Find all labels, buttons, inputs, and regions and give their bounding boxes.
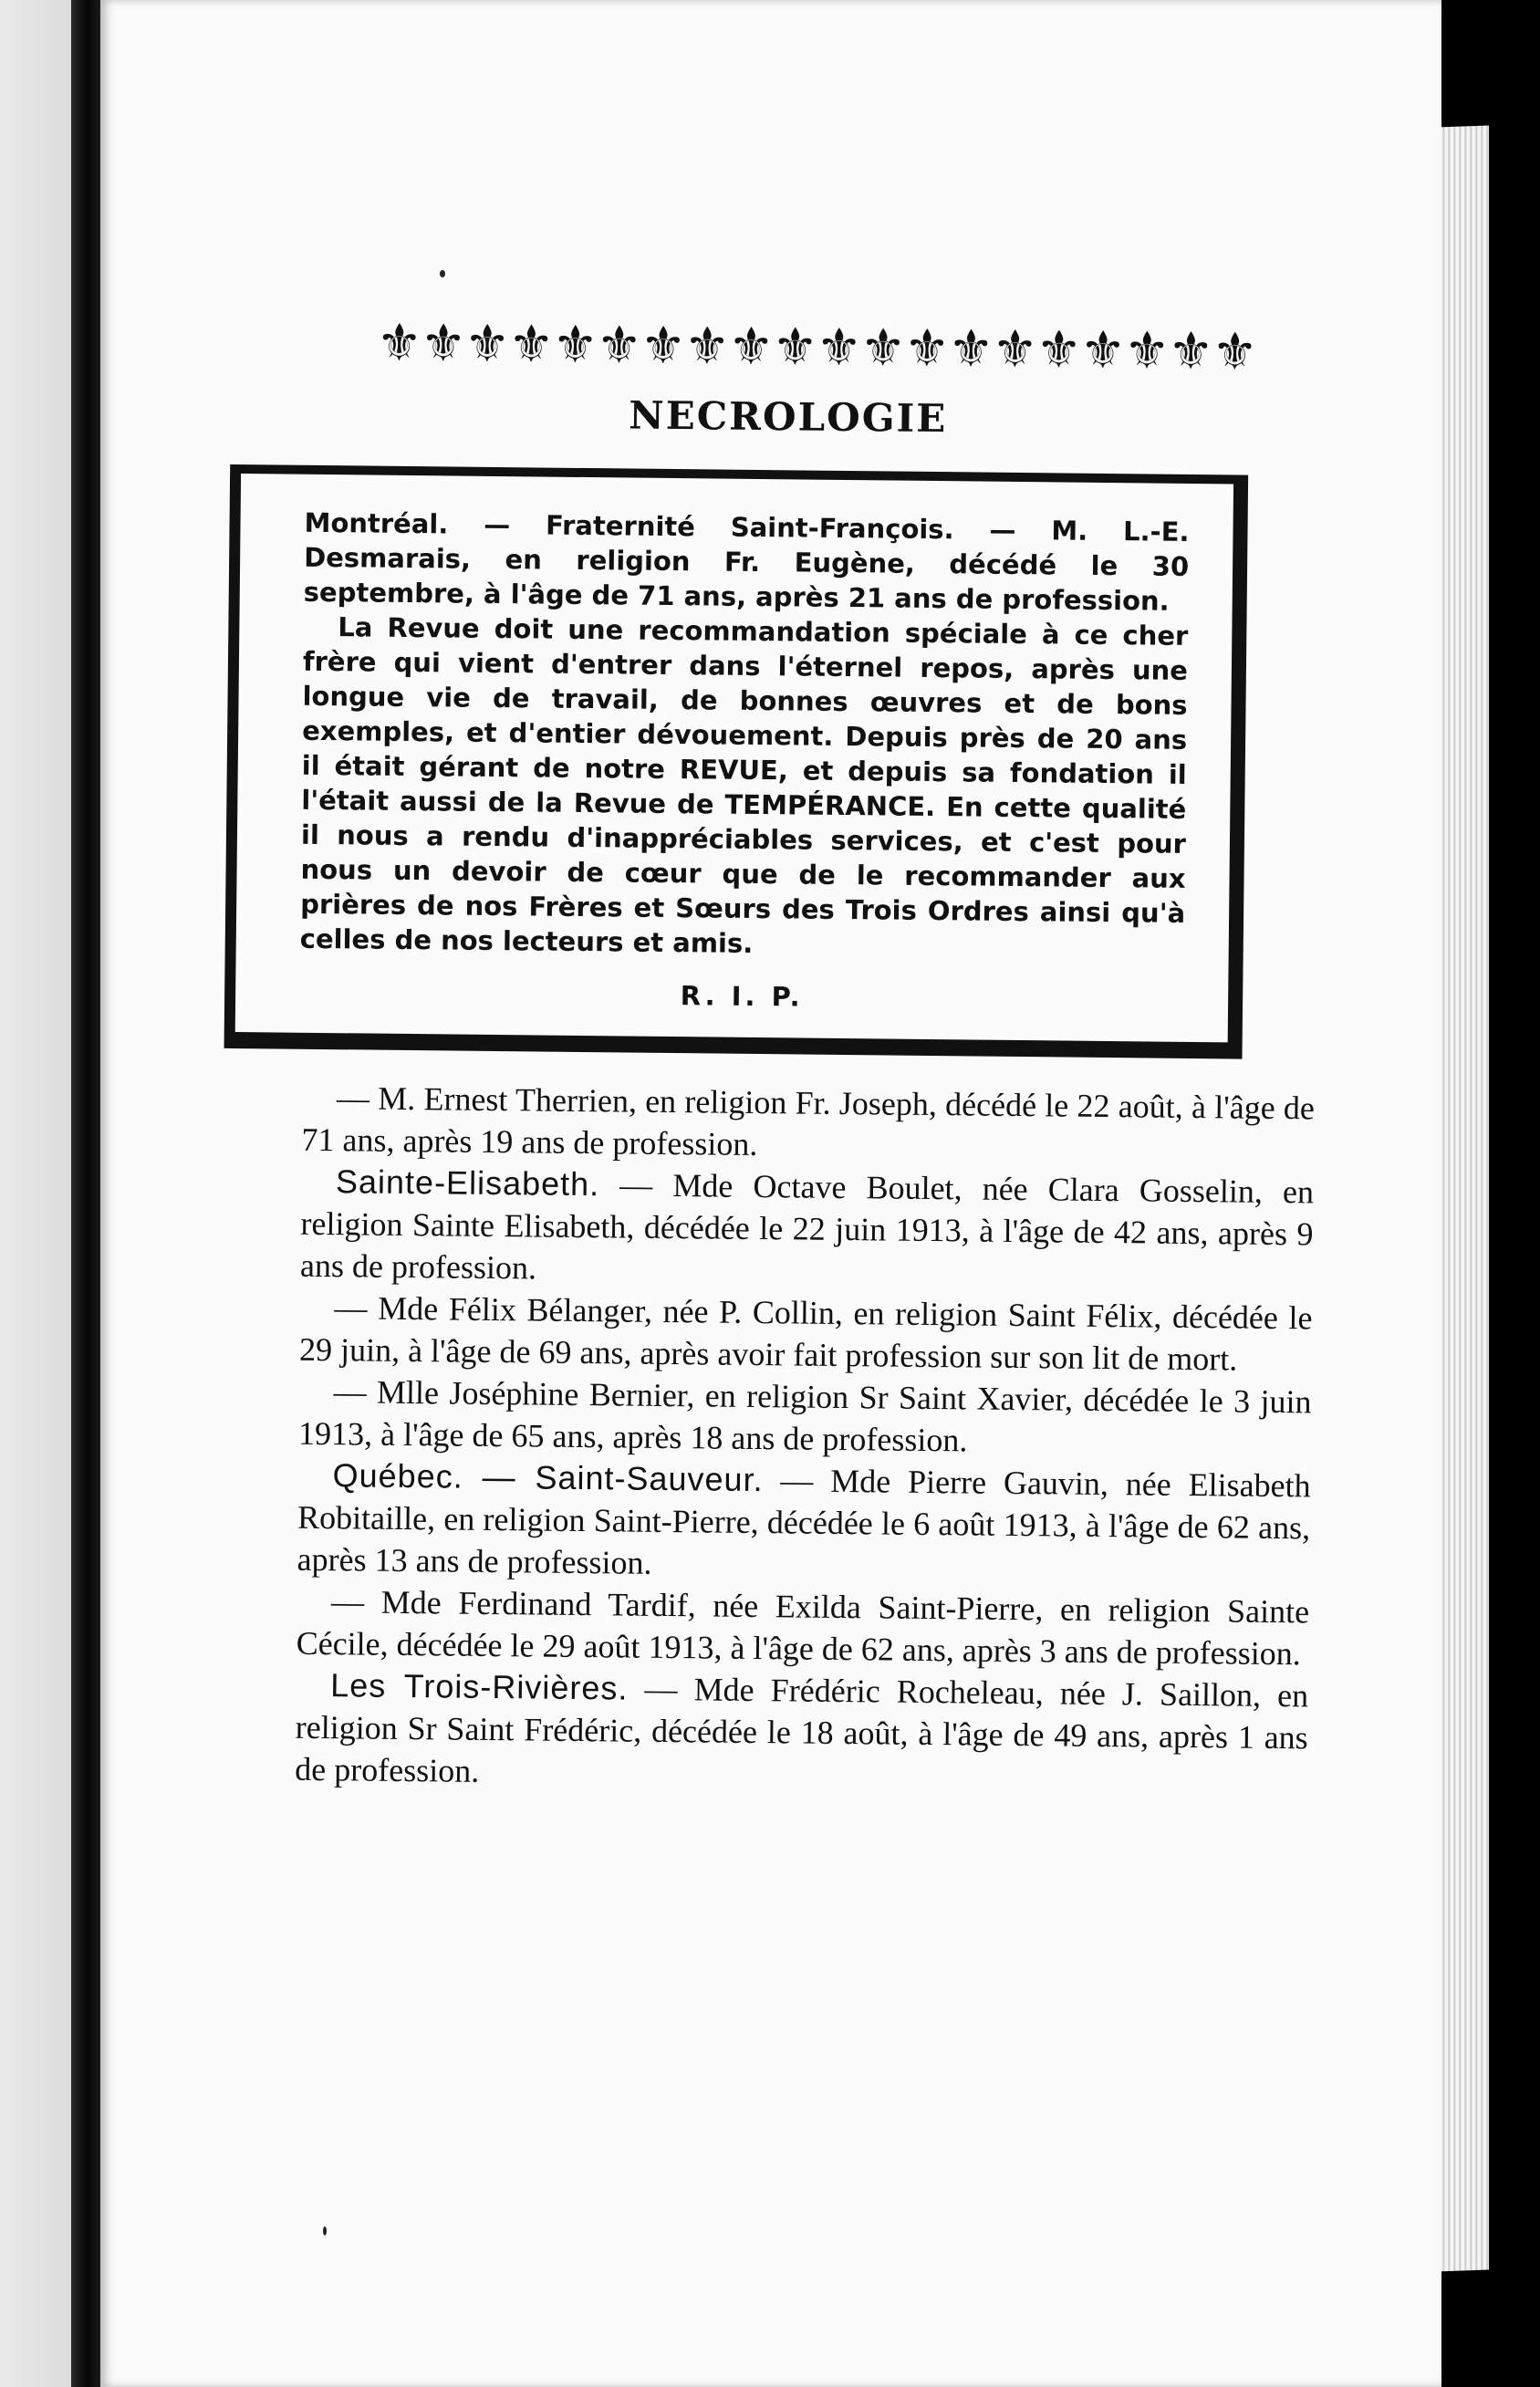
obituary-entry (300, 1161, 1314, 1298)
book-page (100, 0, 1441, 2387)
notice-paragraph: La Revue doit une recommandation spéciale à ce cher frère qui vient d'entrer dans l'éternel repos, après une longue vie de travail, de bonnes œuvres et de bons exemples, et d'entier dévouement. Depuis près de 20 ans il était gérant de notre REVUE, et depuis sa fondation il l'était aussi de la Revue de TEMPÉRANCE. En cette qualité il nous a rendu d'inappréciables services, et c'est pour nous un devoir de cœur que de le recommander aux prières de nos Frères et Sœurs des Trois Ordres ainsi qu'à celles de nos lecteurs et amis. (299, 611, 1189, 959)
obituary-entry (297, 1454, 1310, 1591)
obituary-entry (298, 1371, 1312, 1465)
obituary-entries (222, 1076, 1315, 1800)
entry-text: — Mlle Joséphine Bernier, en religion Sr Saint Xavier, décédée le 3 juin 1913, à l'âge de 65 ans, après 18 ans de profession. (297, 1373, 1312, 1459)
entry-text: — Mde Pierre Gauvin, née Elisabeth Robitaille, en religion Saint-Pierre, décédée le 6 août 1913, à l'âge de 62 ans, après 13 ans de profession. (297, 1462, 1311, 1581)
obituary-entry (295, 1664, 1308, 1801)
obituary-notice-box (224, 464, 1249, 1059)
rip-line: R. I. P. (680, 980, 804, 1013)
book-gutter (71, 0, 100, 2387)
obituary-entry (296, 1580, 1309, 1675)
entry-place: Les Trois-Rivières. (330, 1666, 629, 1707)
ink-speck (323, 2226, 327, 2236)
entry-text: — Mde Félix Bélanger, née P. Collin, en religion Saint Félix, décédée le 29 juin, à l'âge de 69 ans, après avoir fait profession sur son lit de mort. (298, 1289, 1313, 1378)
obituary-entry (299, 1287, 1313, 1381)
entry-place: Québec. — Saint-Sauveur. (332, 1456, 764, 1499)
ink-speck (440, 270, 445, 277)
previous-page-edge (0, 0, 71, 2387)
entry-text: — M. Ernest Therrien, en religion Fr. Joseph, décédé le 22 août, à l'âge de 71 ans, après 19 ans de profession. (301, 1079, 1316, 1163)
entry-text: — Mde Octave Boulet, née Clara Gosselin, en religion Sainte Elisabeth, décédée le 22 juin 1913, à l'âge de 42 ans, après 9 ans de profession. (299, 1166, 1315, 1287)
entry-place: Sainte-Elisabeth. (335, 1162, 600, 1204)
page-title: NECROLOGIE (629, 392, 948, 442)
entry-text: — Mde Ferdinand Tardif, née Exilda Saint-Pierre, en religion Sainte Cécile, décédée le 29 août 1913, à l'âge de 62 ans, après 3 ans de profession. (296, 1583, 1310, 1673)
obituary-entry (301, 1077, 1315, 1172)
notice-paragraph: Montréal. — Fraternité Saint-François. — M. L.-E. Desmarais, en religion Fr. Eugène, décédé le 30 septembre, à l'âge de 71 ans, après 21 ans de profession. (303, 506, 1190, 617)
fleur-de-lis-border: ⚜⚜⚜⚜⚜⚜⚜⚜⚜⚜⚜⚜⚜⚜⚜⚜⚜⚜⚜⚜ (376, 313, 1256, 382)
entry-text: — Mde Frédéric Rocheleau, née J. Saillon, en religion Sr Saint Frédéric, décédée le 18 août, à l'âge de 49 ans, après 1 ans de profession. (295, 1670, 1309, 1789)
page-content (222, 310, 1341, 1801)
